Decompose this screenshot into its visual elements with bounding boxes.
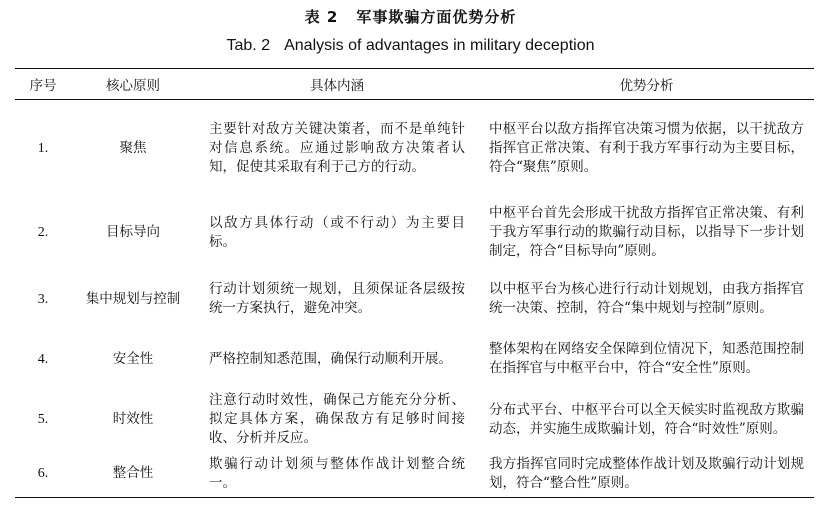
row-index: 6. — [37, 466, 49, 481]
row-index: 3. — [37, 291, 49, 307]
row-index: 2. — [37, 225, 49, 240]
row-content: 行动计划须统一规划，且须保证各层级按统一方案执行，避免冲突。 — [209, 281, 465, 316]
row-advantage: 中枢平台以敌方指挥官决策习惯为依据，以干扰敌方指挥官正常决策、有利于我方军事行动为主要目标，符合“聚焦”原则。 — [489, 120, 804, 175]
table-row — [15, 450, 814, 498]
table-number-zh: 表 2 — [304, 8, 339, 26]
header-principle: 核心原则 — [71, 69, 195, 100]
row-principle: 安全性 — [112, 350, 154, 367]
header-content: 具体内涵 — [195, 69, 479, 100]
row-principle: 时效性 — [112, 411, 154, 427]
table-row — [15, 100, 814, 197]
row-principle: 整合性 — [112, 465, 154, 481]
table-title-en: Analysis of advantages in military deception — [284, 37, 595, 54]
table-row — [15, 389, 814, 450]
header-index: 序号 — [15, 69, 71, 100]
table-title-zh: 军事欺骗方面优势分析 — [356, 8, 517, 26]
row-advantage: 以中枢平台为核心进行行动计划规划，由我方指挥官统一决策、控制，符合“集中规划与控制”原则。 — [489, 281, 804, 316]
advantages-table — [15, 68, 814, 498]
row-advantage: 我方指挥官同时完成整体作战计划及欺骗行动计划规划，符合“整合性”原则。 — [489, 455, 804, 491]
table-number-en: Tab. 2 — [226, 37, 271, 54]
row-index: 4. — [37, 351, 49, 367]
row-advantage: 分布式平台、中枢平台可以全天候实时监视敌方欺骗动态，并实施生成欺骗计划，符合“时效性”原则。 — [489, 401, 804, 437]
row-index: 5. — [37, 412, 49, 427]
row-index: 1. — [37, 140, 49, 156]
row-principle: 目标导向 — [106, 224, 160, 240]
row-principle: 集中规划与控制 — [85, 290, 181, 307]
table-caption-en — [0, 37, 821, 55]
row-content: 欺骗行动计划须与整体作战计划整合统一。 — [209, 455, 465, 491]
row-advantage: 整体架构在网络安全保障到位情况下，知悉范围控制在指挥官与中枢平台中，符合“安全性”原则。 — [489, 341, 804, 376]
table-row — [15, 196, 814, 269]
table-caption-zh — [0, 6, 821, 27]
table-header-row — [15, 69, 814, 100]
row-content: 严格控制知悉范围，确保行动顺利开展。 — [209, 350, 452, 367]
header-advantage: 优势分析 — [479, 69, 814, 100]
table-row — [15, 269, 814, 329]
table-row — [15, 329, 814, 389]
row-advantage: 中枢平台首先会形成干扰敌方指挥官正常决策、有利于我方军事行动的欺骗行动目标，以指导下一步计划制定，符合“目标导向”原则。 — [489, 205, 804, 259]
row-content: 注意行动时效性，确保己方能充分分析、拟定具体方案，确保敌方有足够时间接收、分析并反应。 — [209, 392, 465, 446]
row-content: 以敌方具体行动（或不行动）为主要目标。 — [209, 214, 465, 250]
row-content: 主要针对敌方关键决策者，而不是单纯针对信息系统。应通过影响敌方决策者认知，促使其采取有利于己方的行动。 — [209, 120, 465, 175]
row-principle: 聚焦 — [119, 139, 147, 156]
